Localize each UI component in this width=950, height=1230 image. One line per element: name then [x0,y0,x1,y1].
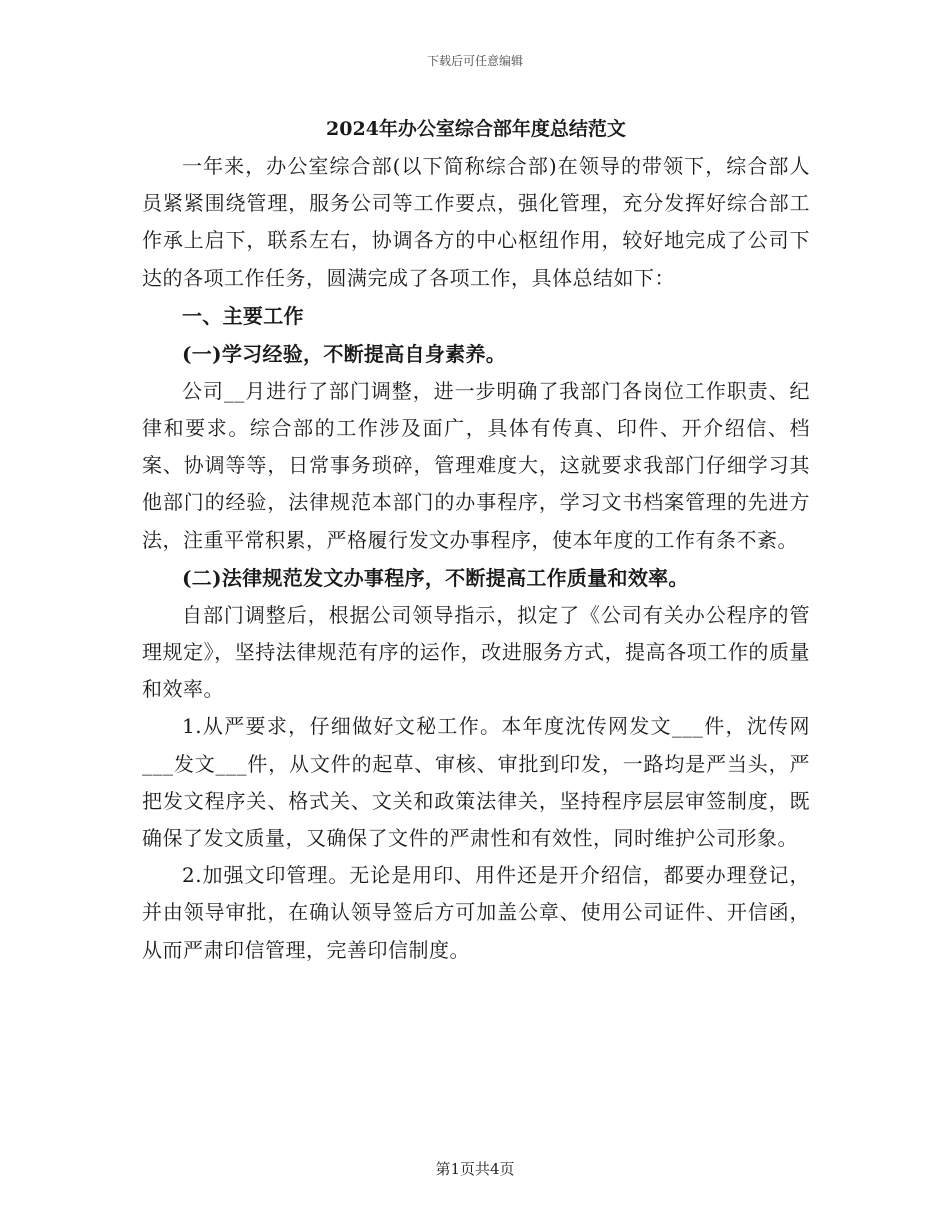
subsection-heading-2: (二)法律规范发文办事程序，不断提高工作质量和效率。 [182,565,689,590]
subsection-paragraph-2: 自部门调整后，根据公司领导指示，拟定了《公司有关办公程序的管理规定》，坚持法律规范有序的运作，改进服务方式，提高各项工作的质量和效率。 [142,602,810,702]
subsection-paragraph-1: 公司__月进行了部门调整，进一步明确了我部门各岗位工作职责、纪律和要求。综合部的工作涉及面广，具体有传真、印件、开介绍信、档案、协调等等，日常事务琐碎，管理难度大，这就要求我部门仔细学习其他部门的经验，法律规范本部门的办事程序，学习文书档案管理的先进方法，注重平常积累，严格履行发文办事程序，使本年度的工作有条不紊。 [142,378,810,552]
list-item-2: 2.加强文印管理。无论是用印、用件还是开介绍信，都要办理登记，并由领导审批，在确认领导签后方可加盖公章、使用公司证件、开信函，从而严肃印信管理，完善印信制度。 [142,863,810,962]
section-heading-main-work: 一、主要工作 [182,303,304,328]
list-item-1: 1.从严要求，仔细做好文秘工作。本年度沈传网发文___件，沈传网___发文___件，从文件的起草、审核、审批到印发，一路均是严当头，严把发文程序关、格式关、文关和政策法律关，坚持程序层层审签制度，既确保了发文质量，又确保了文件的严肃性和有效性，同时维护公司形象。 [142,714,810,851]
document-title: 2024年办公室综合部年度总结范文 [326,118,626,140]
intro-paragraph: 一年来，办公室综合部(以下简称综合部)在领导的带领下，综合部人员紧紧围绕管理，服务公司等工作要点，强化管理，充分发挥好综合部工作承上启下，联系左右，协调各方的中心枢纽作用，较好地完成了公司下达的各项工作任务，圆满完成了各项工作，具体总结如下： [142,154,810,290]
document-body [142,108,810,969]
page-footer: 第1页共4页 [435,1160,515,1178]
subsection-heading-1: (一)学习经验，不断提高自身素养。 [182,341,507,366]
header-note: 下载后可任意编辑 [426,54,523,68]
